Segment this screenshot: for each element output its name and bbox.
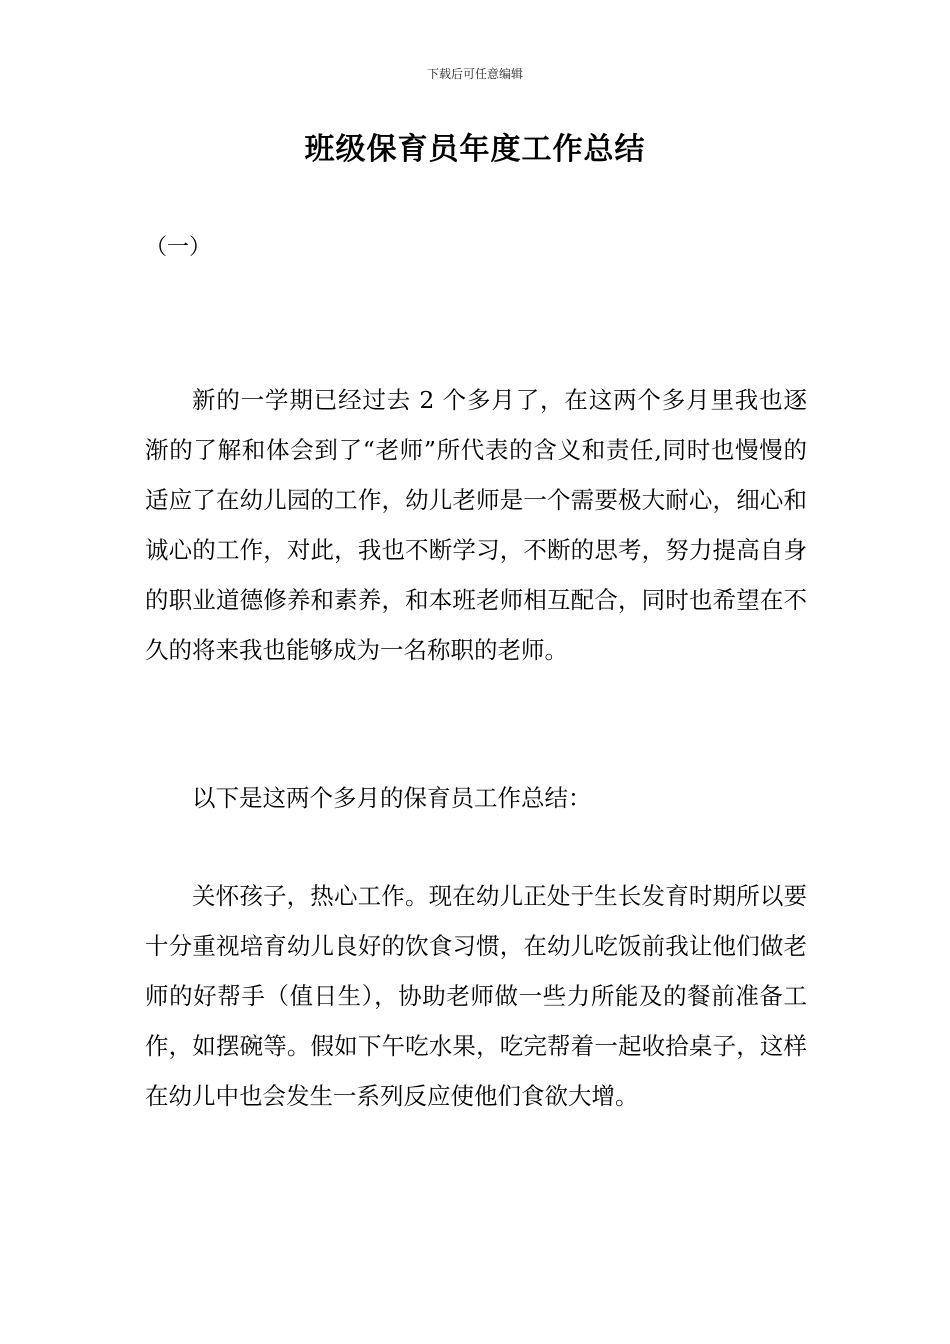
paragraph-care: 关怀孩子，热心工作。现在幼儿正处于生长发育时期所以要十分重视培育幼儿良好的饮食习惯，在幼儿吃饭前我让他们做老师的好帮手（值日生），协助老师做一些力所能及的餐前准备工作，如摆碗等。假如下午吃水果，吃完帮着一起收拾桌子，这样在幼儿中也会发生一系列反应使他们食欲大增。 <box>145 882 807 1110</box>
page-title: 班级保育员年度工作总结 <box>304 132 646 167</box>
paragraph-intro: 新的一学期已经过去 2 个多月了，在这两个多月里我也逐渐的了解和体会到了“老师”所代表的含义和责任,同时也慢慢的适应了在幼儿园的工作，幼儿老师是一个需要极大耐心，细心和诚心的工作，对此，我也不断学习，不断的思考，努力提高自身的职业道德修养和素养，和本班老师相互配合，同时也希望在不久的将来我也能够成为一名称职的老师。 <box>145 386 807 664</box>
header-note: 下载后可任意编辑 <box>426 67 523 81</box>
section-label: （一） <box>145 235 212 260</box>
paragraph-summary-lead: 以下是这两个多月的保育员工作总结： <box>192 784 592 812</box>
